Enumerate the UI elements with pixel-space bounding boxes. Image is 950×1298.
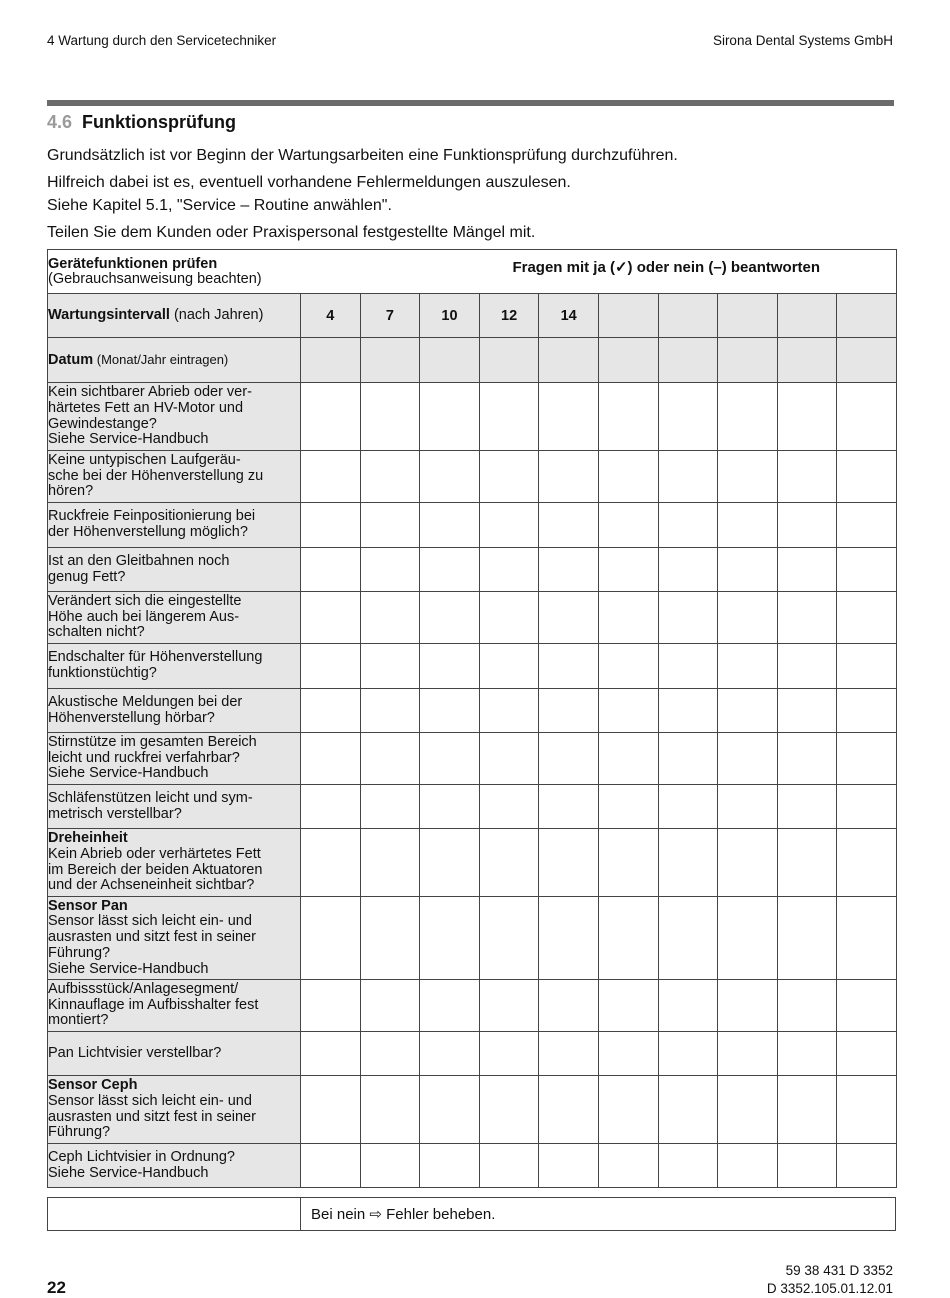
answer-cell[interactable] [420, 592, 480, 644]
hint-line: Hilfreich dabei ist es, eventuell vorhandene Fehlermeldungen auszulesen. [47, 174, 571, 191]
check-row [48, 785, 897, 829]
answer-cell[interactable] [301, 503, 361, 548]
answer-cell[interactable] [777, 980, 837, 1032]
check-question-line: Verändert sich die eingestellte [48, 592, 242, 609]
check-row [48, 548, 897, 592]
answer-cell[interactable] [598, 451, 658, 503]
answer-cell[interactable] [658, 689, 718, 733]
answer-cell[interactable] [658, 451, 718, 503]
check-question-title: Dreheinheit [48, 830, 128, 847]
answer-cell[interactable] [301, 689, 361, 733]
answer-instruction: Fragen mit ja (✓) oder nein (–) beantworten [512, 258, 821, 276]
answer-cell[interactable] [777, 451, 837, 503]
answer-cell[interactable] [420, 689, 480, 733]
check-question [48, 1076, 301, 1144]
check-question-line: Siehe Service-Handbuch [48, 960, 209, 977]
check-question-line: schalten nicht? [48, 624, 145, 641]
answer-cell[interactable] [301, 1144, 361, 1188]
answer-cell[interactable] [837, 383, 897, 451]
answer-cell[interactable] [837, 592, 897, 644]
answer-cell[interactable] [658, 1144, 718, 1188]
section-divider [47, 100, 894, 106]
check-question [48, 503, 301, 548]
note-cell: Bei nein ⇨ Fehler beheben. [301, 1198, 896, 1231]
answer-cell[interactable] [658, 1076, 718, 1144]
answer-cell[interactable] [598, 1076, 658, 1144]
check-question-line: Sensor lässt sich leicht ein- und [48, 1092, 252, 1109]
interval-row [48, 294, 897, 338]
answer-cell[interactable] [539, 980, 599, 1032]
check-row [48, 897, 897, 980]
check-question [48, 829, 301, 897]
document-version: D 3352.105.01.12.01 [766, 1281, 893, 1296]
check-question-title: Sensor Ceph [48, 1077, 138, 1094]
check-question [48, 689, 301, 733]
check-question-line: Führung? [48, 1124, 111, 1141]
answer-cell[interactable] [777, 644, 837, 689]
answer-cell[interactable] [360, 383, 420, 451]
answer-cell[interactable] [301, 733, 361, 785]
answer-cell[interactable] [420, 1076, 480, 1144]
intro-paragraph: Grundsätzlich ist vor Beginn der Wartungsarbeiten eine Funktionsprüfung durchzuführen. [47, 147, 678, 164]
answer-cell[interactable] [360, 733, 420, 785]
answer-cell[interactable] [718, 980, 778, 1032]
answer-cell[interactable] [837, 733, 897, 785]
check-row [48, 644, 897, 689]
answer-cell[interactable] [360, 1032, 420, 1076]
answer-cell[interactable] [777, 1032, 837, 1076]
answer-cell[interactable] [479, 689, 539, 733]
check-question [48, 980, 301, 1032]
check-question-line: Kinnauflage im Aufbisshalter fest [48, 996, 259, 1013]
answer-cell[interactable] [420, 785, 480, 829]
check-row [48, 1144, 897, 1188]
answer-cell[interactable] [598, 1032, 658, 1076]
answer-cell[interactable] [539, 1032, 599, 1076]
answer-cell[interactable] [539, 897, 599, 980]
answer-cell[interactable] [658, 733, 718, 785]
check-question-line: Sensor lässt sich leicht ein- und [48, 913, 252, 930]
check-question-title: Sensor Pan [48, 897, 128, 914]
answer-cell[interactable] [301, 829, 361, 897]
answer-cell[interactable] [598, 733, 658, 785]
answer-cell[interactable] [777, 785, 837, 829]
date-entry-cell[interactable] [598, 338, 658, 383]
answer-cell[interactable] [837, 829, 897, 897]
answer-cell[interactable] [420, 1144, 480, 1188]
check-question-line: hören? [48, 483, 94, 500]
function-check-table [47, 249, 897, 1188]
date-entry-cell[interactable] [479, 338, 539, 383]
answer-cell[interactable] [777, 548, 837, 592]
check-question-line: der Höhenverstellung möglich? [48, 524, 248, 540]
check-question-line: Gewindestange? [48, 415, 157, 432]
check-question-line: ausrasten und sitzt fest in seiner [48, 929, 256, 946]
date-entry-cell[interactable] [837, 338, 897, 383]
answer-cell[interactable] [539, 451, 599, 503]
answer-cell[interactable] [420, 897, 480, 980]
running-header-company: Sirona Dental Systems GmbH [712, 33, 893, 48]
section-title [47, 112, 236, 133]
answer-cell[interactable] [479, 1032, 539, 1076]
answer-cell[interactable] [301, 451, 361, 503]
check-row [48, 503, 897, 548]
check-question-line: Stirnstütze im gesamten Bereich [48, 733, 257, 750]
check-question [48, 592, 301, 644]
answer-cell[interactable] [598, 785, 658, 829]
date-row [48, 338, 897, 383]
answer-cell[interactable] [837, 451, 897, 503]
answer-cell[interactable] [420, 548, 480, 592]
answer-cell[interactable] [777, 383, 837, 451]
answer-cell[interactable] [777, 1076, 837, 1144]
answer-cell[interactable] [301, 383, 361, 451]
answer-cell[interactable] [539, 592, 599, 644]
answer-cell[interactable] [479, 785, 539, 829]
check-question [48, 383, 301, 451]
check-row [48, 383, 897, 451]
answer-cell[interactable] [837, 548, 897, 592]
answer-cell[interactable] [360, 592, 420, 644]
answer-cell[interactable] [539, 1076, 599, 1144]
answer-cell[interactable] [658, 897, 718, 980]
answer-cell[interactable] [301, 1076, 361, 1144]
note-empty-cell [48, 1198, 301, 1231]
answer-cell[interactable] [539, 644, 599, 689]
answer-cell[interactable] [539, 503, 599, 548]
answer-cell[interactable] [360, 1076, 420, 1144]
answer-cell[interactable] [777, 689, 837, 733]
answer-cell[interactable] [718, 1076, 778, 1144]
check-question-line: Ceph Lichtvisier in Ordnung? [48, 1148, 235, 1165]
date-label-cell [48, 338, 301, 383]
customer-note-paragraph: Teilen Sie dem Kunden oder Praxispersonal festgestellte Mängel mit. [47, 224, 536, 241]
answer-cell[interactable] [479, 897, 539, 980]
page-number: 22 [47, 1278, 66, 1297]
answer-cell[interactable] [598, 383, 658, 451]
answer-cell[interactable] [837, 980, 897, 1032]
answer-cell[interactable] [301, 644, 361, 689]
date-entry-cell[interactable] [360, 338, 420, 383]
check-question-line: Akustische Meldungen bei der [48, 693, 243, 710]
interval-value: 7 [360, 294, 420, 338]
answer-cell[interactable] [658, 592, 718, 644]
answer-cell[interactable] [360, 1144, 420, 1188]
check-row [48, 1076, 897, 1144]
answer-cell[interactable] [420, 451, 480, 503]
answer-cell[interactable] [301, 548, 361, 592]
answer-cell[interactable] [837, 689, 897, 733]
answer-cell[interactable] [301, 980, 361, 1032]
answer-cell[interactable] [360, 503, 420, 548]
answer-cell[interactable] [718, 383, 778, 451]
interval-empty-cell [658, 294, 718, 338]
note-table [47, 1197, 896, 1231]
check-question-line: leicht und ruckfrei verfahrbar? [48, 749, 240, 766]
check-question [48, 1032, 301, 1076]
answer-cell[interactable] [658, 785, 718, 829]
answer-cell[interactable] [777, 897, 837, 980]
answer-cell[interactable] [837, 897, 897, 980]
check-row [48, 592, 897, 644]
hint-paragraph [47, 171, 571, 217]
answer-cell[interactable] [479, 1144, 539, 1188]
check-question-line: Siehe Service-Handbuch [48, 1164, 209, 1181]
answer-cell[interactable] [598, 503, 658, 548]
answer-cell[interactable] [777, 829, 837, 897]
answer-cell[interactable] [301, 1032, 361, 1076]
date-entry-cell[interactable] [777, 338, 837, 383]
check-question-line: und der Achseneinheit sichtbar? [48, 877, 255, 894]
answer-cell[interactable] [539, 829, 599, 897]
answer-cell[interactable] [598, 829, 658, 897]
answer-cell[interactable] [718, 689, 778, 733]
check-question-line: metrisch verstellbar? [48, 805, 182, 822]
answer-cell[interactable] [420, 829, 480, 897]
answer-cell[interactable] [539, 785, 599, 829]
answer-cell[interactable] [420, 980, 480, 1032]
answer-cell[interactable] [718, 644, 778, 689]
check-question-line: Schläfenstützen leicht und sym- [48, 789, 253, 806]
check-question [48, 451, 301, 503]
answer-cell[interactable] [658, 829, 718, 897]
answer-cell[interactable] [301, 785, 361, 829]
answer-cell[interactable] [718, 785, 778, 829]
answer-cell[interactable] [777, 1144, 837, 1188]
check-question-line: Höhe auch bei längerem Aus- [48, 608, 240, 625]
document-number: 59 38 431 D 3352 [785, 1263, 893, 1278]
answer-cell[interactable] [420, 1032, 480, 1076]
answer-cell[interactable] [479, 1076, 539, 1144]
answer-cell[interactable] [658, 383, 718, 451]
interval-label-suffix: (nach Jahren) [169, 306, 264, 323]
check-question-line: funktionstüchtig? [48, 665, 157, 681]
answer-cell[interactable] [598, 592, 658, 644]
answer-cell[interactable] [598, 980, 658, 1032]
answer-cell[interactable] [360, 548, 420, 592]
answer-cell[interactable] [777, 503, 837, 548]
answer-cell[interactable] [420, 644, 480, 689]
answer-cell[interactable] [837, 1076, 897, 1144]
check-question [48, 548, 301, 592]
check-question-line: sche bei der Höhenverstellung zu [48, 467, 264, 484]
check-question [48, 733, 301, 785]
check-question-line: Pan Lichtvisier verstellbar? [48, 1044, 222, 1061]
interval-value: 14 [539, 294, 599, 338]
date-entry-cell[interactable] [420, 338, 480, 383]
answer-cell[interactable] [837, 785, 897, 829]
answer-cell[interactable] [479, 829, 539, 897]
check-question-line: Endschalter für Höhenverstellung [48, 649, 263, 666]
running-header-chapter: 4 Wartung durch den Servicetechniker [47, 33, 277, 48]
answer-cell[interactable] [360, 451, 420, 503]
date-entry-cell[interactable] [658, 338, 718, 383]
answer-cell[interactable] [420, 733, 480, 785]
check-question-line: im Bereich der beiden Aktuatoren [48, 861, 263, 878]
check-row [48, 451, 897, 503]
date-entry-cell[interactable] [718, 338, 778, 383]
answer-cell[interactable] [479, 733, 539, 785]
interval-empty-cell [837, 294, 897, 338]
date-label-suffix: (Monat/Jahr eintragen) [93, 351, 229, 367]
answer-cell[interactable] [658, 644, 718, 689]
answer-cell[interactable] [837, 644, 897, 689]
date-label: Datum [48, 351, 94, 368]
check-question [48, 785, 301, 829]
answer-cell[interactable] [718, 897, 778, 980]
answer-cell[interactable] [718, 592, 778, 644]
interval-value: 4 [301, 294, 361, 338]
answer-cell[interactable] [479, 503, 539, 548]
check-question-line: Aufbissstück/Anlagesegment/ [48, 980, 239, 997]
answer-cell[interactable] [479, 980, 539, 1032]
answer-cell[interactable] [777, 592, 837, 644]
chapter-reference: Siehe Kapitel 5.1, "Service – Routine anwählen". [47, 197, 392, 214]
answer-cell[interactable] [360, 897, 420, 980]
answer-cell[interactable] [479, 592, 539, 644]
answer-cell[interactable] [301, 592, 361, 644]
date-entry-cell[interactable] [539, 338, 599, 383]
check-question-line: Kein Abrieb oder verhärtetes Fett [48, 845, 261, 862]
answer-cell[interactable] [658, 1032, 718, 1076]
check-question-line: Ist an den Gleitbahnen noch [48, 552, 230, 569]
interval-empty-cell [777, 294, 837, 338]
check-question [48, 1144, 301, 1188]
interval-value: 10 [420, 294, 480, 338]
answer-cell[interactable] [479, 644, 539, 689]
answer-cell[interactable] [360, 829, 420, 897]
answer-cell[interactable] [539, 548, 599, 592]
answer-cell[interactable] [598, 644, 658, 689]
answer-cell[interactable] [420, 503, 480, 548]
check-question-line: montiert? [48, 1012, 109, 1029]
answer-cell[interactable] [718, 503, 778, 548]
answer-cell[interactable] [360, 644, 420, 689]
check-row [48, 1032, 897, 1076]
answer-cell[interactable] [658, 980, 718, 1032]
check-question-line: Führung? [48, 944, 111, 961]
check-question [48, 644, 301, 689]
answer-cell[interactable] [539, 1144, 599, 1188]
answer-cell[interactable] [658, 503, 718, 548]
check-question-line: genug Fett? [48, 568, 126, 585]
check-row [48, 689, 897, 733]
section-number: 4.6 [47, 112, 73, 132]
answer-cell[interactable] [301, 897, 361, 980]
table-subtitle: (Gebrauchsanweisung beachten) [48, 270, 262, 287]
check-row [48, 733, 897, 785]
check-question [48, 897, 301, 980]
answer-cell[interactable] [539, 383, 599, 451]
check-question-line: härtetes Fett an HV-Motor und [48, 399, 244, 416]
interval-value: 12 [479, 294, 539, 338]
answer-cell[interactable] [420, 383, 480, 451]
interval-label-cell [48, 294, 301, 338]
answer-cell[interactable] [479, 548, 539, 592]
answer-cell[interactable] [598, 689, 658, 733]
check-row [48, 980, 897, 1032]
answer-cell[interactable] [360, 785, 420, 829]
answer-cell[interactable] [598, 548, 658, 592]
check-question-line: Siehe Service-Handbuch [48, 765, 209, 782]
answer-cell[interactable] [718, 733, 778, 785]
answer-cell[interactable] [837, 1032, 897, 1076]
section-title-text: Funktionsprüfung [82, 112, 236, 132]
check-question-line: Siehe Service-Handbuch [48, 431, 209, 448]
check-row [48, 829, 897, 897]
check-question-line: Höhenverstellung hörbar? [48, 709, 215, 726]
answer-cell[interactable] [718, 451, 778, 503]
answer-cell[interactable] [360, 689, 420, 733]
table-header-cell [48, 250, 897, 294]
check-question-line: ausrasten und sitzt fest in seiner [48, 1108, 256, 1125]
interval-empty-cell [718, 294, 778, 338]
answer-cell[interactable] [718, 548, 778, 592]
answer-cell[interactable] [718, 1144, 778, 1188]
date-entry-cell[interactable] [301, 338, 361, 383]
answer-cell[interactable] [539, 733, 599, 785]
answer-cell[interactable] [837, 1144, 897, 1188]
answer-cell[interactable] [598, 1144, 658, 1188]
answer-cell[interactable] [718, 829, 778, 897]
answer-cell[interactable] [837, 503, 897, 548]
answer-cell[interactable] [658, 548, 718, 592]
interval-empty-cell [598, 294, 658, 338]
check-question-line: Kein sichtbarer Abrieb oder ver- [48, 384, 252, 401]
answer-cell[interactable] [539, 689, 599, 733]
answer-cell[interactable] [479, 383, 539, 451]
answer-cell[interactable] [360, 980, 420, 1032]
check-question-line: Ruckfreie Feinpositionierung bei [48, 508, 256, 525]
table-title: Gerätefunktionen prüfen [48, 255, 218, 272]
check-question-line: Keine untypischen Laufgeräu- [48, 451, 241, 468]
answer-cell[interactable] [479, 451, 539, 503]
answer-cell[interactable] [777, 733, 837, 785]
answer-cell[interactable] [598, 897, 658, 980]
interval-label: Wartungsintervall [48, 306, 170, 323]
answer-cell[interactable] [718, 1032, 778, 1076]
